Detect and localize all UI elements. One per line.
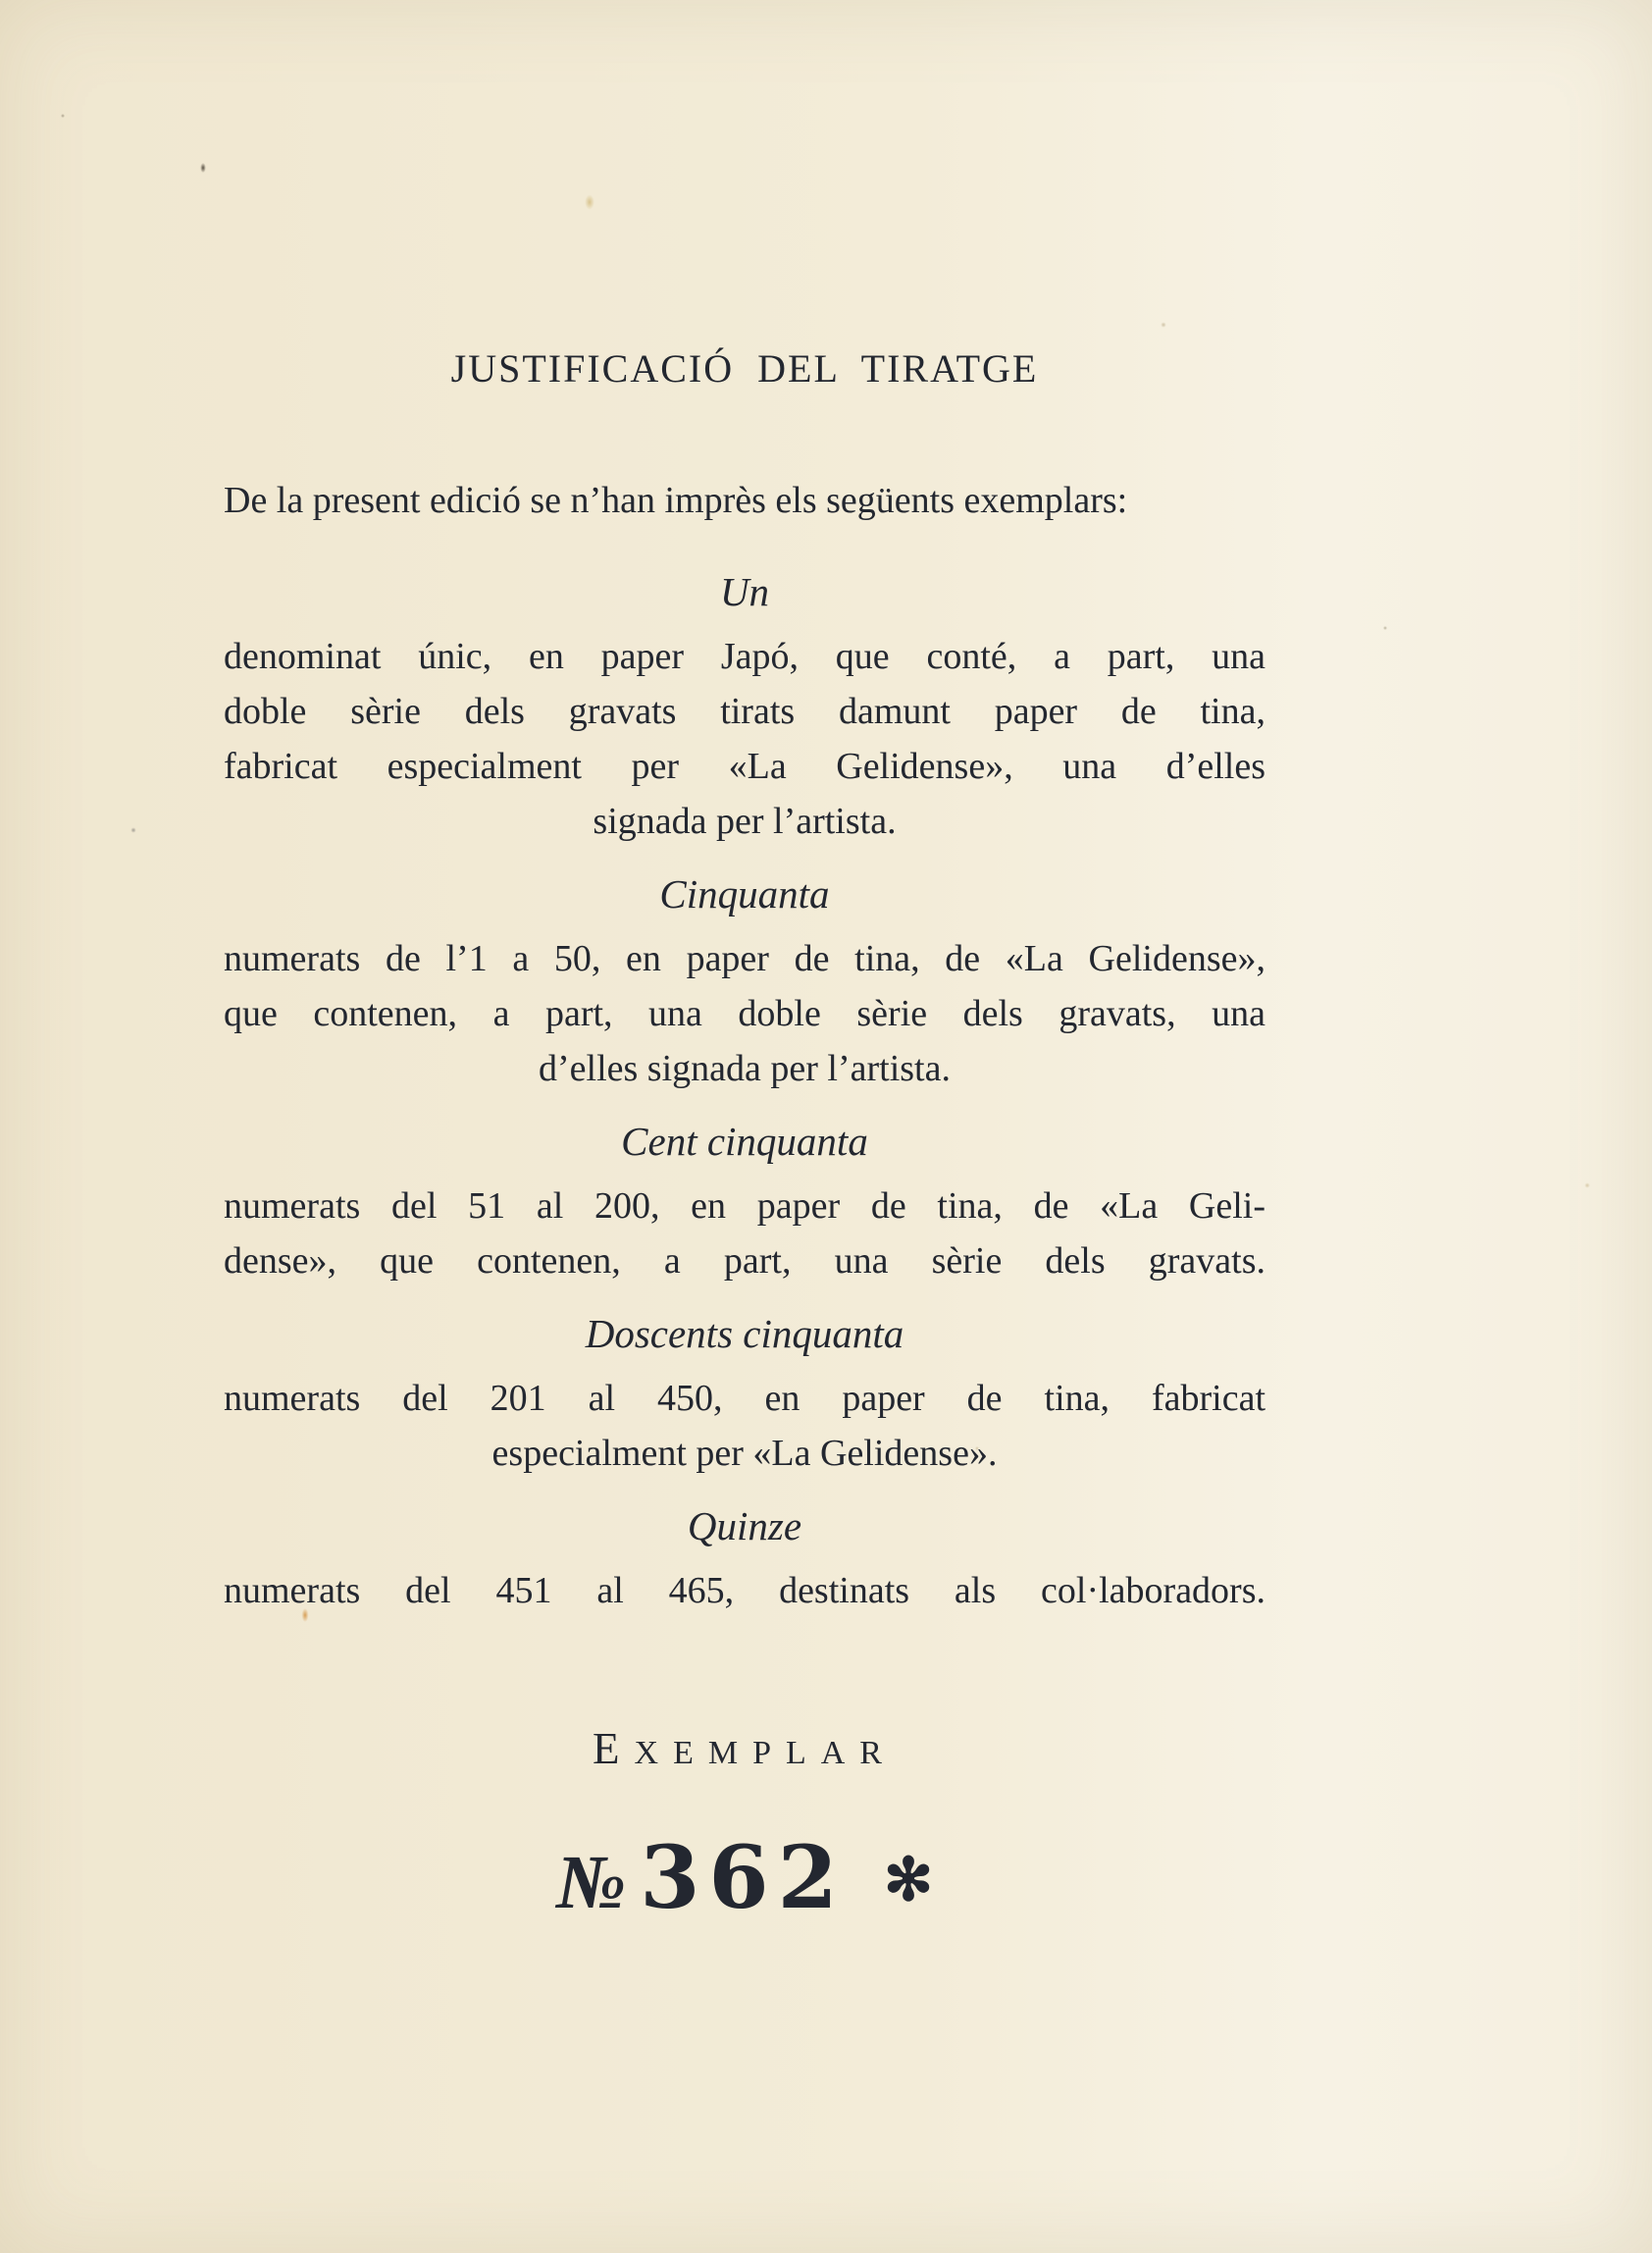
body-line: que contenen, a part, una doble sèrie dels gravats, una [224, 993, 1265, 1034]
numero-sign: № [555, 1839, 627, 1924]
page-title: JUSTIFICACIÓ DEL TIRATGE [450, 346, 1039, 391]
body-line: signada per l’artista. [593, 801, 897, 842]
section-heading: Doscents cinquanta [585, 1311, 904, 1356]
body-line: d’elles signada per l’artista. [539, 1048, 951, 1089]
section-cinquanta [224, 868, 1265, 1096]
body-line: numerats del 51 al 200, en paper de tina, de «La Geli- [224, 1185, 1265, 1227]
section-heading: Quinze [687, 1503, 802, 1548]
body-line: numerats de l’1 a 50, en paper de tina, de «La Gelidense», [224, 938, 1265, 979]
section-cent-cinquanta [224, 1116, 1265, 1288]
section-doscents-cinquanta [224, 1308, 1265, 1481]
exemplar-label: EXEMPLAR [593, 1724, 897, 1773]
body-line: numerats del 201 al 450, en paper de tina, fabricat [224, 1378, 1265, 1419]
intro-text: De la present edició se n’han imprès els següents exemplars: [224, 480, 1128, 521]
copy-number: 362 [640, 1826, 847, 1928]
section-quinze [224, 1500, 1265, 1618]
printer-ornament-icon: ✻ [883, 1848, 934, 1912]
body-line: especialment per «La Gelidense». [491, 1433, 998, 1474]
body-line: fabricat especialment per «La Gelidense», una d’elles [224, 746, 1265, 787]
section-heading: Cinquanta [659, 871, 830, 917]
body-line: dense», que contenen, a part, una sèrie dels gravats. [224, 1240, 1265, 1282]
body-line: doble sèrie dels gravats tirats damunt paper de tina, [224, 691, 1265, 732]
section-un [224, 566, 1265, 849]
section-heading: Un [719, 569, 770, 614]
copy-number-line [224, 1823, 1265, 1958]
body-line: denominat únic, en paper Japó, que conté, a part, una [224, 636, 1265, 677]
section-heading: Cent cinquanta [621, 1119, 868, 1164]
text-block [224, 345, 1265, 1958]
body-line: numerats del 451 al 465, destinats als col·laboradors. [224, 1570, 1265, 1611]
